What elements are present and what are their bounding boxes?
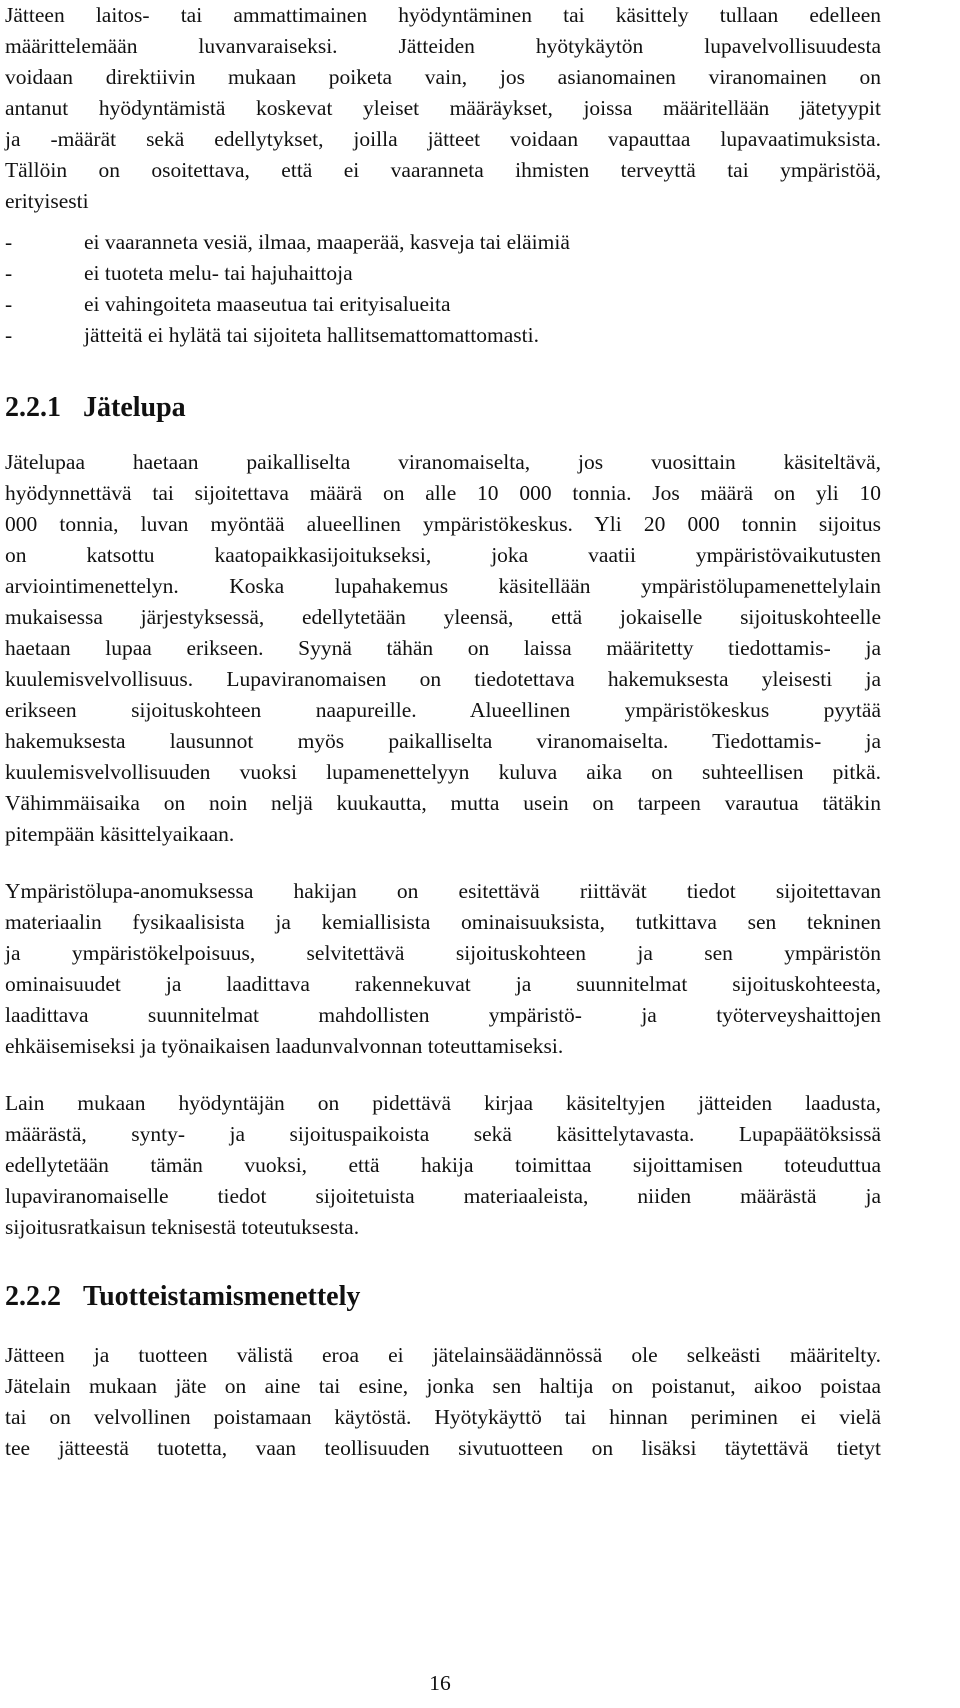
text-line: kuulemisvelvollisuuden vuoksi lupamenettelyyn kuluva aika on suhteellisen pitkä. xyxy=(5,760,881,784)
list-dash: - xyxy=(5,323,13,347)
text-line: määrästä, synty- ja sijoituspaikoista sekä käsittelytavasta. Lupapäätöksissä xyxy=(5,1122,881,1146)
list-item-text: ei tuoteta melu- tai hajuhaittoja xyxy=(84,261,353,285)
text-line: Jätelupaa haetaan paikalliselta viranomaiselta, jos vuosittain käsiteltävä, xyxy=(5,450,881,474)
text-line: 000 tonnia, luvan myöntää alueellinen ympäristökeskus. Yli 20 000 tonnin sijoitus xyxy=(5,512,881,536)
text-line: mukaisessa järjestyksessä, edellytetään yleensä, että jokaiselle sijoituskohteelle xyxy=(5,605,881,629)
text-line: tee jätteestä tuotetta, vaan teollisuuden sivutuotteen on lisäksi täytettävä tietyt xyxy=(5,1436,881,1460)
section-1-paragraph-3 xyxy=(5,1088,881,1243)
requirements-list xyxy=(5,227,881,351)
section-heading-jatelupa xyxy=(5,390,186,426)
text-line: antanut hyödyntämistä koskevat yleiset määräykset, joissa määritellään jätetyypit xyxy=(5,96,881,120)
list-item xyxy=(5,289,881,320)
text-line: Vähimmäisaika on noin neljä kuukautta, mutta usein on tarpeen varautua tätäkin xyxy=(5,791,881,815)
list-dash: - xyxy=(5,230,13,254)
text-line: Jätelain mukaan jäte on aine tai esine, jonka sen haltija on poistanut, aikoo poistaa xyxy=(5,1374,881,1398)
text-line: hakemuksesta lausunnot myös paikalliselta viranomaiselta. Tiedottamis- ja xyxy=(5,729,881,753)
text-line: erikseen sijoituskohteen naapureille. Alueellinen ympäristökeskus pyytää xyxy=(5,698,881,722)
section-1-paragraph-2 xyxy=(5,876,881,1062)
text-line: ja ympäristökelpoisuus, selvitettävä sijoituskohteen ja sen ympäristön xyxy=(5,941,881,965)
text-line: Jätteen laitos- tai ammattimainen hyödyntäminen tai käsittely tullaan edelleen xyxy=(5,3,881,27)
section-heading-tuotteistamismenettely xyxy=(5,1279,360,1315)
text-line: hyödynnettävä tai sijoitettava määrä on alle 10 000 tonnia. Jos määrä on yli 10 xyxy=(5,481,881,505)
text-line: tai on velvollinen poistamaan käytöstä. Hyötykäyttö tai hinnan periminen ei vielä xyxy=(5,1405,881,1429)
text-line: ehkäisemiseksi ja työnaikaisen laadunvalvonnan toteuttamiseksi. xyxy=(5,1034,564,1058)
text-line: erityisesti xyxy=(5,189,89,213)
section-number: 2.2.1 xyxy=(5,392,61,423)
text-line: pitempään käsittelyaikaan. xyxy=(5,822,235,846)
text-line: arviointimenettelyn. Koska lupahakemus käsitellään ympäristölupamenettelylain xyxy=(5,574,881,598)
text-line: määrittelemään luvanvaraiseksi. Jätteiden hyötykäytön lupavelvollisuudesta xyxy=(5,34,881,58)
text-line: ominaisuudet ja laadittava rakennekuvat ja suunnitelmat sijoituskohteesta, xyxy=(5,972,881,996)
section-title: Jätelupa xyxy=(83,392,186,423)
text-line: sijoitusratkaisun teknisestä toteutuksesta. xyxy=(5,1215,360,1239)
list-item xyxy=(5,258,881,289)
section-2-paragraph-1 xyxy=(5,1340,881,1464)
intro-paragraph xyxy=(5,0,881,217)
text-line: edellytetään tämän vuoksi, että hakija toimittaa sijoittamisen toteuduttua xyxy=(5,1153,881,1177)
list-dash: - xyxy=(5,292,13,316)
list-item-text: ei vaaranneta vesiä, ilmaa, maaperää, kasveja tai eläimiä xyxy=(84,230,570,254)
text-line: lupaviranomaiselle tiedot sijoitetuista materiaaleista, niiden määrästä ja xyxy=(5,1184,881,1208)
text-line: on katsottu kaatopaikkasijoitukseksi, joka vaatii ympäristövaikutusten xyxy=(5,543,881,567)
list-item-text: ei vahingoiteta maaseutua tai erityisalueita xyxy=(84,292,451,316)
text-line: Jätteen ja tuotteen välistä eroa ei jätelainsäädännössä ole selkeästi määritelty. xyxy=(5,1343,881,1367)
section-title: Tuotteistamismenettely xyxy=(83,1281,361,1312)
text-line: haetaan lupaa erikseen. Syynä tähän on laissa määritetty tiedottamis- ja xyxy=(5,636,881,660)
text-line: kuulemisvelvollisuus. Lupaviranomaisen on tiedotettava hakemuksesta yleisesti ja xyxy=(5,667,881,691)
section-number: 2.2.2 xyxy=(5,1281,61,1312)
text-line: laadittava suunnitelmat mahdollisten ympäristö- ja työterveyshaittojen xyxy=(5,1003,881,1027)
list-item xyxy=(5,320,881,351)
section-1-paragraph-1 xyxy=(5,447,881,850)
text-line: voidaan direktiivin mukaan poiketa vain, jos asianomainen viranomainen on xyxy=(5,65,881,89)
text-line: Ympäristölupa-anomuksessa hakijan on esitettävä riittävät tiedot sijoitettavan xyxy=(5,879,881,903)
list-dash: - xyxy=(5,261,13,285)
text-line: Tällöin on osoitettava, että ei vaaranneta ihmisten terveyttä tai ympäristöä, xyxy=(5,158,881,182)
page-number: 16 xyxy=(429,1671,451,1695)
list-item-text: jätteitä ei hylätä tai sijoiteta hallitsemattomattomasti. xyxy=(84,323,539,347)
text-line: ja -määrät sekä edellytykset, joilla jätteet voidaan vapauttaa lupavaatimuksista. xyxy=(5,127,881,151)
text-line: Lain mukaan hyödyntäjän on pidettävä kirjaa käsiteltyjen jätteiden laadusta, xyxy=(5,1091,881,1115)
list-item xyxy=(5,227,881,258)
text-line: materiaalin fysikaalisista ja kemiallisista ominaisuuksista, tutkittava sen tekninen xyxy=(5,910,881,934)
